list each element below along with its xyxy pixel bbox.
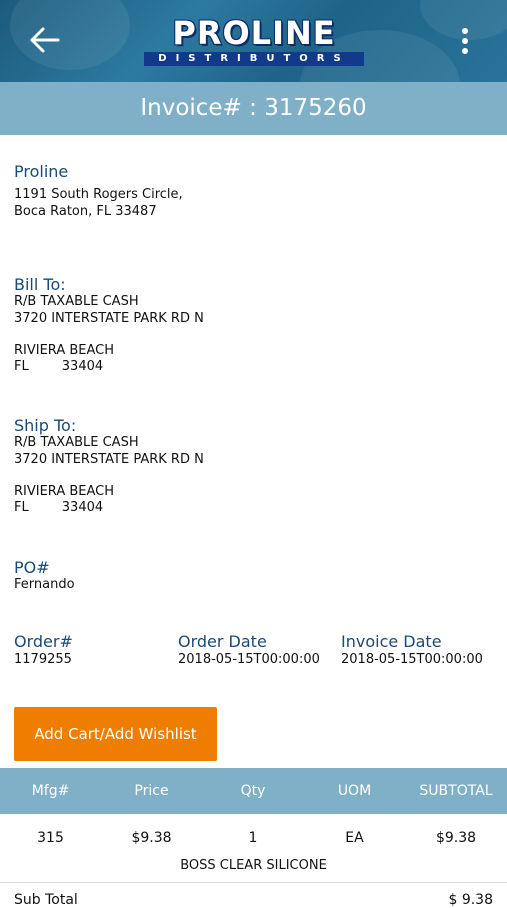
company-address-line1: 1191 South Rogers Circle, [14, 187, 183, 202]
cell-subtotal: $9.38 [435, 830, 477, 846]
po-value: Fernando [14, 577, 75, 592]
po-label: PO# [14, 558, 50, 577]
company-address-line2: Boca Raton, FL 33487 [14, 204, 157, 219]
cell-price: $9.38 [131, 830, 172, 846]
divider [0, 882, 507, 883]
column-header-price: Price [134, 783, 169, 799]
overflow-menu-button[interactable] [453, 24, 477, 60]
back-button[interactable] [26, 22, 66, 58]
cell-qty: 1 [248, 830, 258, 846]
order-number-label: Order# [14, 632, 73, 651]
bill-to-line2: 3720 INTERSTATE PARK RD N [14, 311, 204, 326]
company-name: Proline [14, 162, 69, 181]
ship-to-city: RIVIERA BEACH [14, 484, 114, 499]
bill-to-line1: R/B TAXABLE CASH [14, 294, 139, 309]
items-table-header [0, 768, 507, 814]
cell-uom: EA [345, 830, 364, 846]
item-description: BOSS CLEAR SILICONE [180, 858, 327, 873]
invoice-date-label: Invoice Date [341, 632, 442, 651]
bill-to-state-zip: FL 33404 [14, 359, 104, 374]
subtotal-label: Sub Total [14, 892, 78, 908]
logo-tagline: DISTRIBUTORS [144, 52, 364, 66]
column-header-qty: Qty [240, 783, 266, 799]
ship-to-label: Ship To: [14, 416, 77, 435]
order-date-value: 2018-05-15T00:00:00 [178, 652, 320, 667]
order-number-value: 1179255 [14, 652, 72, 667]
page-title: Invoice# : 3175260 [0, 82, 507, 135]
ship-to-state-zip: FL 33404 [14, 500, 104, 515]
column-header-uom: UOM [337, 783, 372, 799]
arrow-left-icon [26, 22, 66, 58]
add-cart-wishlist-button[interactable]: Add Cart/Add Wishlist [14, 707, 217, 761]
bill-to-city: RIVIERA BEACH [14, 343, 114, 358]
top-app-bar [0, 0, 507, 82]
cell-mfg: 315 [37, 830, 64, 846]
invoice-date-value: 2018-05-15T00:00:00 [341, 652, 483, 667]
logo-wordmark: PROLINE [172, 14, 336, 52]
order-date-label: Order Date [178, 632, 267, 651]
ship-to-line2: 3720 INTERSTATE PARK RD N [14, 452, 204, 467]
subtotal-value: $ 9.38 [448, 892, 493, 908]
vertical-dots-icon [453, 24, 477, 60]
bill-to-label: Bill To: [14, 275, 66, 294]
column-header-mfg: Mfg# [31, 783, 70, 799]
proline-logo [138, 16, 370, 68]
ship-to-line1: R/B TAXABLE CASH [14, 435, 139, 450]
column-header-subtotal: SUBTOTAL [419, 783, 493, 799]
